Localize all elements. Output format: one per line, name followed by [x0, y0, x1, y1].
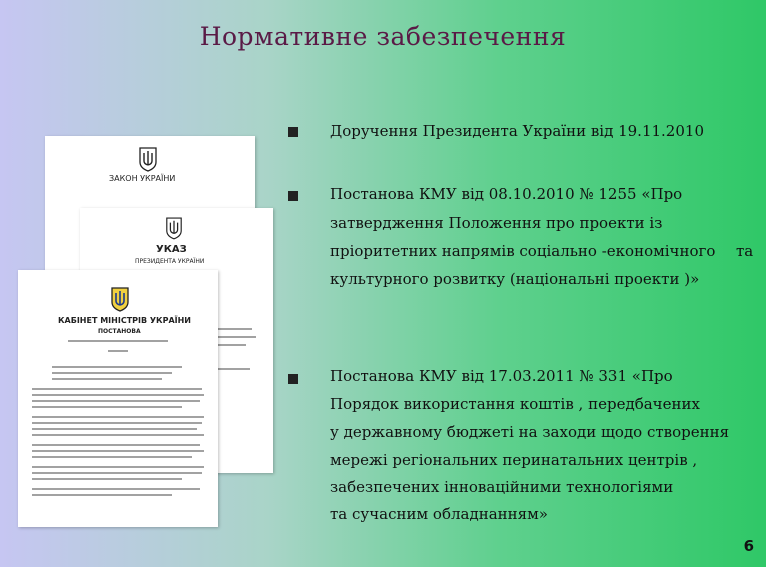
- bullet-2-line-3: пріоритетних напрямів соціально -економічного: [330, 242, 716, 260]
- text-scribble: [32, 450, 204, 452]
- cabinet-heading: КАБІНЕТ МІНІСТРІВ УКРАЇНИ: [58, 316, 191, 325]
- bullet-2-line-4: культурного розвитку (національні проекти )»: [330, 270, 700, 288]
- bullet-3-line-6: та сучасним обладнанням»: [330, 505, 548, 523]
- text-scribble: [52, 378, 162, 380]
- cabinet-subheading: ПОСТАНОВА: [98, 328, 141, 335]
- text-scribble: [32, 466, 204, 468]
- text-scribble: [216, 344, 246, 346]
- text-scribble: [32, 472, 202, 474]
- decree-heading: УКАЗ: [156, 244, 187, 255]
- bullet-marker: [288, 127, 298, 137]
- bullet-2-line-2: затвердження Положення про проекти із: [330, 214, 663, 232]
- bullet-2-trailing-word: та: [736, 242, 754, 260]
- text-scribble: [32, 488, 200, 490]
- bullet-3-line-4: мережі регіональних перинатальних центрів ,: [330, 451, 698, 469]
- bullet-marker: [288, 374, 298, 384]
- text-scribble: [32, 406, 182, 408]
- text-scribble: [52, 372, 172, 374]
- text-scribble: [32, 434, 204, 436]
- bullet-3-line-3: у державному бюджеті на заходи щодо створення: [330, 423, 730, 441]
- text-scribble: [32, 388, 202, 390]
- text-scribble: [32, 422, 202, 424]
- decree-subheading: ПРЕЗИДЕНТА УКРАЇНИ: [135, 258, 205, 265]
- text-scribble: [32, 456, 192, 458]
- text-scribble: [32, 428, 197, 430]
- slide-title: Нормативне забезпечення: [199, 22, 567, 51]
- trident-emblem-icon: [138, 146, 158, 172]
- bullet-3-line-2: Порядок використання коштів , передбачених: [330, 395, 700, 413]
- text-scribble: [32, 400, 200, 402]
- text-scribble: [216, 328, 252, 330]
- text-scribble: [32, 478, 182, 480]
- trident-emblem-icon: [165, 216, 183, 240]
- text-scribble: [32, 394, 204, 396]
- bullet-2-line-1: Постанова КМУ від 08.10.2010 № 1255 «Про: [330, 185, 683, 203]
- text-scribble: [32, 494, 172, 496]
- text-scribble: [32, 416, 204, 418]
- text-scribble: [108, 350, 128, 352]
- law-heading: ЗАКОН УКРАЇНИ: [109, 174, 176, 183]
- page-number: 6: [743, 537, 754, 555]
- cabinet-document-image: [18, 270, 218, 527]
- text-scribble: [216, 336, 256, 338]
- text-scribble: [216, 368, 250, 370]
- bullet-3-line-1: Постанова КМУ від 17.03.2011 № 331 «Про: [330, 367, 673, 385]
- bullet-marker: [288, 191, 298, 201]
- text-scribble: [32, 444, 200, 446]
- trident-emblem-icon: [110, 286, 130, 312]
- text-scribble: [52, 366, 182, 368]
- bullet-1-line-1: Доручення Президента України від 19.11.2010: [330, 122, 704, 140]
- text-scribble: [68, 340, 168, 342]
- bullet-3-line-5: забезпечених інноваційними технологіями: [330, 478, 674, 496]
